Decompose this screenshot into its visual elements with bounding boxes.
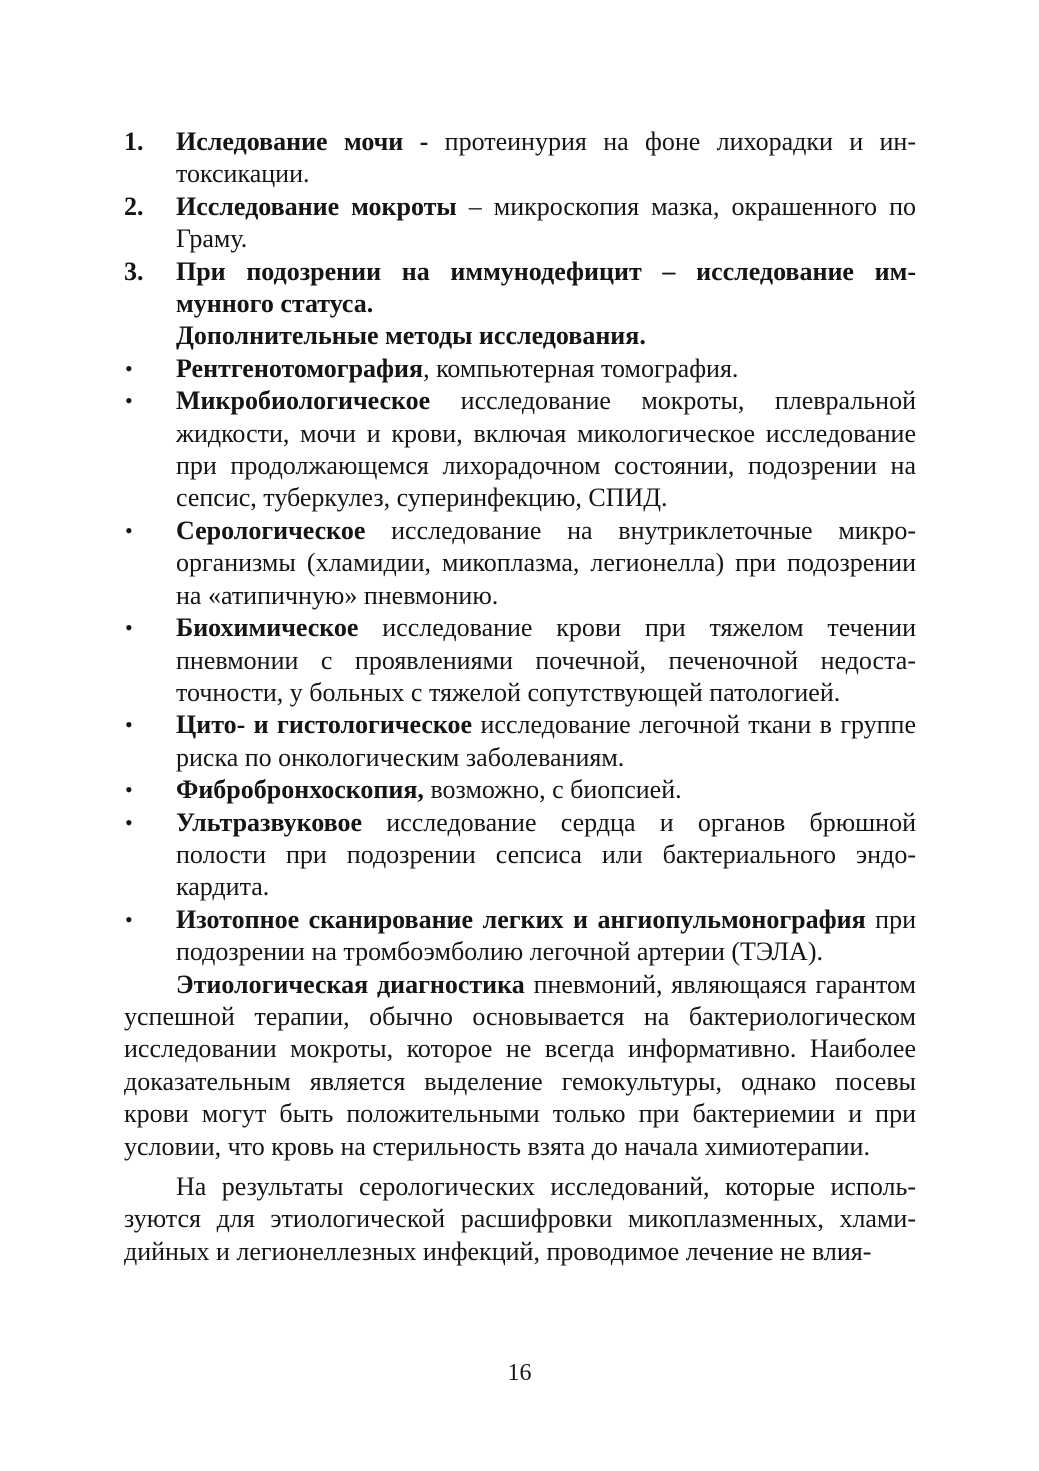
item-text: исследование мокроты, плевральной жидкости, мочи и крови, включая микологическое исследование при продолжающемся лихорадочном состоянии, подозрении на сепсис, туберкулез, суперинфекцию, СПИД. [176, 386, 916, 513]
item-heading: Рентгенотомография [176, 353, 424, 383]
item-text: – микроскопия мазка, окрашенного по Граму. [176, 191, 916, 254]
item-heading: При подозрении на иммунодефицит – исследование иммунного статуса. [176, 256, 916, 319]
item-heading: Фибробронхоскопия, [176, 775, 424, 805]
bullet-icon: • [125, 809, 133, 835]
numbered-item-1 [124, 126, 916, 191]
item-number: 2. [124, 191, 144, 221]
item-text: исследование сердца и органов брюшной полости при подозрении сепсиса или бактериального эндокардита. [176, 807, 916, 902]
item-text: исследование крови при тяжелом течении пневмонии с проявлениями почечной, печеночной недостаточности, у больных с тяжелой сопутствующей патологией. [176, 613, 916, 707]
bullet-icon: • [125, 517, 133, 543]
page-content [124, 126, 916, 1268]
numbered-item-2 [124, 191, 916, 256]
bullet-icon: • [125, 388, 133, 414]
bullet-icon: • [125, 712, 133, 738]
page-number: 16 [507, 1360, 532, 1386]
item-number: 1. [124, 127, 144, 156]
numbered-item-3 [124, 256, 916, 321]
item-heading: Биохимическое [176, 613, 359, 643]
item-heading: Изотопное сканирование легких и ангиопульмонография [176, 904, 866, 934]
bullet-item-5 [124, 709, 916, 774]
paragraph-text: пневмоний, являющаяся гарантом успешной терапии, обычно основывается на бактериологическом исследовании мокроты, которое не всегда информативно. Наиболее доказательным является выделение гемокультуры, однако посевы крови могут быть положительными только при бактериемии и при условии, что кровь на стерильность взята до начала химиотерапии. [124, 969, 916, 1161]
bullet-item-2 [124, 385, 916, 515]
item-text: при подозрении на тромбоэмболию легочной артерии (ТЭЛА). [176, 904, 916, 967]
paragraph-text: На результаты серологических исследований, которые используются для этиологической расшифровки микоплазменных, хламидийных и легионеллезных инфекций, проводимое лечение не влия- [124, 1172, 916, 1266]
item-text: исследование легочной ткани в группе риска по онкологическим заболеваниям. [176, 710, 917, 772]
bullet-item-4 [124, 612, 916, 709]
item-heading: Серологическое [176, 515, 366, 545]
item-heading: Цито- и гистологическое [176, 710, 473, 740]
paragraph-serology [124, 1171, 916, 1268]
item-text: исследование на внутриклеточные микроорганизмы (хламидии, микоплазма, легионелла) при подозрении на «атипичную» пневмонию. [176, 515, 916, 610]
item-text: протеинурия на фоне лихорадки и интоксикации. [176, 127, 917, 189]
bullet-item-6 [124, 774, 916, 806]
paragraph-lead: Этиологическая диагностика [176, 969, 525, 999]
bullet-icon: • [125, 777, 133, 803]
bullet-icon: • [125, 355, 133, 381]
item-text: возможно, с биопсией. [423, 775, 682, 805]
item-heading: Микробиологическое [176, 386, 431, 416]
item-number: 3. [124, 256, 144, 286]
bullet-icon: • [125, 615, 133, 641]
bullet-item-1 [124, 353, 916, 385]
bullet-item-3 [124, 515, 916, 612]
section-subheading: Дополнительные методы исследования. [176, 321, 646, 351]
bullet-item-8 [124, 904, 916, 969]
item-heading: Иследование мочи - [176, 127, 429, 156]
paragraph-etiology [124, 969, 916, 1163]
item-text: , компьютерная томография. [423, 353, 739, 383]
bullet-item-7 [124, 807, 916, 904]
item-heading: Исследование мокроты [176, 191, 457, 221]
item-heading: Ультразвуковое [176, 807, 363, 837]
bullet-icon: • [125, 906, 133, 932]
